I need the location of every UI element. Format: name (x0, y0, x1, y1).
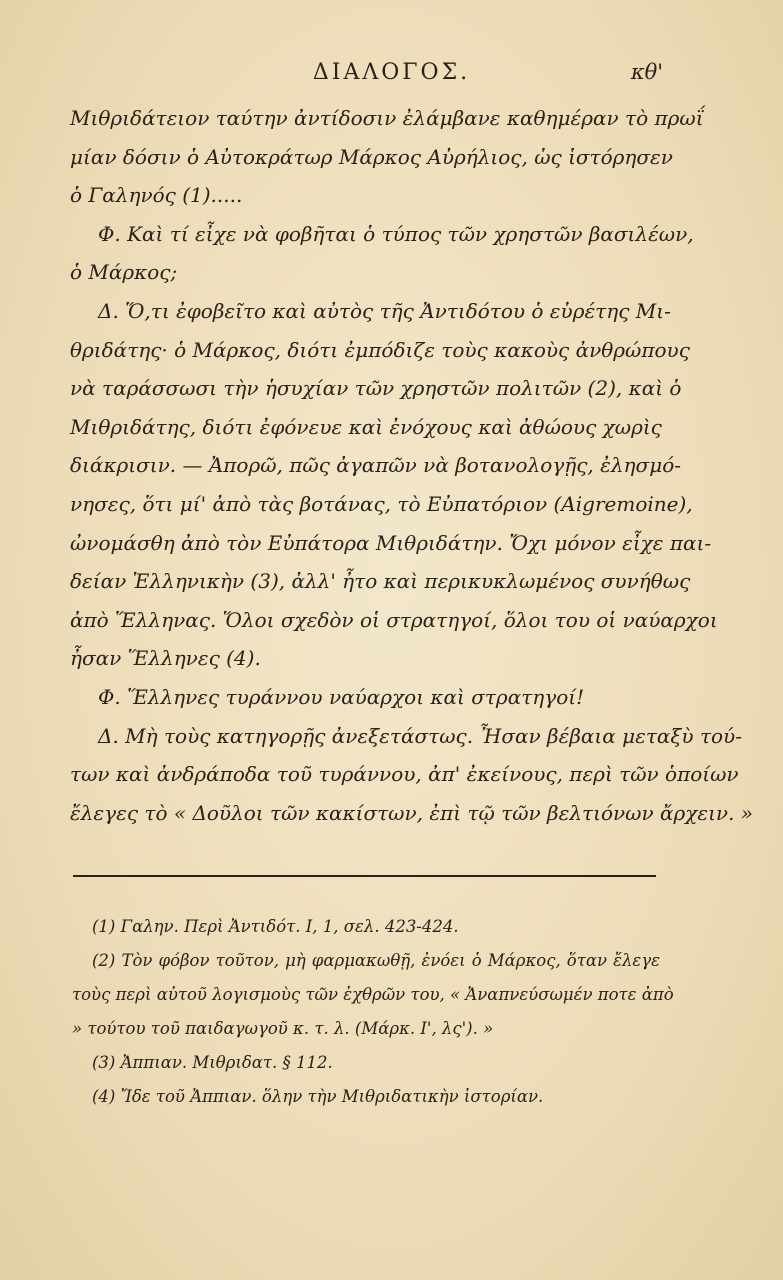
page-number: κθ' (630, 60, 663, 84)
footnote-line: τοὺς περὶ αὐτοῦ λογισμοὺς τῶν ἐχθρῶν του, « Ἀναπνεύσωμέν ποτε ἀπὸ (72, 985, 674, 1004)
text-line: δείαν Ἑλληνικὴν (3), ἀλλ' ἦτο καὶ περικυκλωμένος συνήθως (70, 569, 691, 594)
text-line: Δ. Μὴ τοὺς κατηγορῇς ἀνεξετάστως. Ἦσαν βέβαια μεταξὺ τού- (98, 723, 742, 748)
text-line: Μιθριδάτειον ταύτην ἀντίδοσιν ἐλάμβανε καθημέραν τὸ πρωΐ (70, 106, 704, 130)
footnotes (72, 910, 674, 1114)
footnote-line: (3) Ἀππιαν. Μιθριδατ. § 112. (92, 1053, 333, 1072)
text-line: ἔλεγες τὸ « Δοῦλοι τῶν κακίστων, ἐπὶ τῷ τῶν βελτιόνων ἄρχειν. » (70, 800, 754, 825)
text-line: ὠνομάσθη ἀπὸ τὸν Εὐπάτορα Μιθριδάτην. Ὄχι μόνον εἶχε παι- (70, 530, 712, 555)
text-line: ἦσαν Ἕλληνες (4). (70, 646, 261, 671)
text-line: ἀπὸ Ἕλληνας. Ὅλοι σχεδὸν οἱ στρατηγοί, ὅλοι του οἱ ναύαρχοι (70, 607, 718, 632)
text-line: ὁ Μάρκος; (70, 260, 178, 285)
page-header (0, 58, 783, 92)
text-line: των καὶ ἀνδράποδα τοῦ τυράννου, ἀπ' ἐκείνους, περὶ τῶν ὁποίων (70, 762, 739, 787)
text-line: ὁ Γαληνός (1)..... (70, 183, 243, 208)
footnote-line: (2) Τὸν φόβον τοῦτον, μὴ φαρμακωθῇ, ἐνόει ὁ Μάρκος, ὅταν ἔλεγε (92, 951, 660, 970)
footnote-line: (1) Γαλην. Περὶ Ἀντιδότ. Ι, 1, σελ. 423-424. (92, 917, 459, 936)
text-line: νὰ ταράσσωσι τὴν ἡσυχίαν τῶν χρηστῶν πολιτῶν (2), καὶ ὁ (70, 376, 682, 401)
text-line: μίαν δόσιν ὁ Αὐτοκράτωρ Μάρκος Αὐρήλιος, ὡς ἱστόρησεν (70, 144, 673, 169)
text-line: Δ. Ὅ,τι ἐφοβεῖτο καὶ αὐτὸς τῆς Ἀντιδότου ὁ εὑρέτης Μι- (98, 298, 671, 323)
footnote-rule (73, 875, 656, 877)
footnote-line: » τούτου τοῦ παιδαγωγοῦ κ. τ. λ. (Μάρκ. Ι', λς'). » (72, 1019, 494, 1038)
footnote-line: (4) Ἴδε τοῦ Ἀππιαν. ὅλην τὴν Μιθριδατικὴν ἱστορίαν. (92, 1087, 544, 1106)
text-line: θριδάτης· ὁ Μάρκος, διότι ἐμπόδιζε τοὺς κακοὺς ἀνθρώπους (70, 337, 690, 362)
text-line: Φ. Καὶ τί εἶχε νὰ φοβῆται ὁ τύπος τῶν χρηστῶν βασιλέων, (98, 221, 694, 246)
text-line: Μιθριδάτης, διότι ἐφόνευε καὶ ἐνόχους καὶ ἀθώους χωρὶς (70, 414, 662, 439)
text-line: διάκρισιν. — Ἀπορῶ, πῶς ἀγαπῶν νὰ βοτανολογῇς, ἐλησμό- (70, 453, 681, 478)
running-title: ΔΙΑΛΟΓΟΣ. (312, 60, 471, 85)
main-text (70, 99, 754, 832)
text-line: Φ. Ἕλληνες τυράννου ναύαρχοι καὶ στρατηγοί! (98, 684, 585, 709)
text-line: νησες, ὅτι μί' ἀπὸ τὰς βοτάνας, τὸ Εὐπατόριον (Aigremoine), (70, 491, 693, 516)
